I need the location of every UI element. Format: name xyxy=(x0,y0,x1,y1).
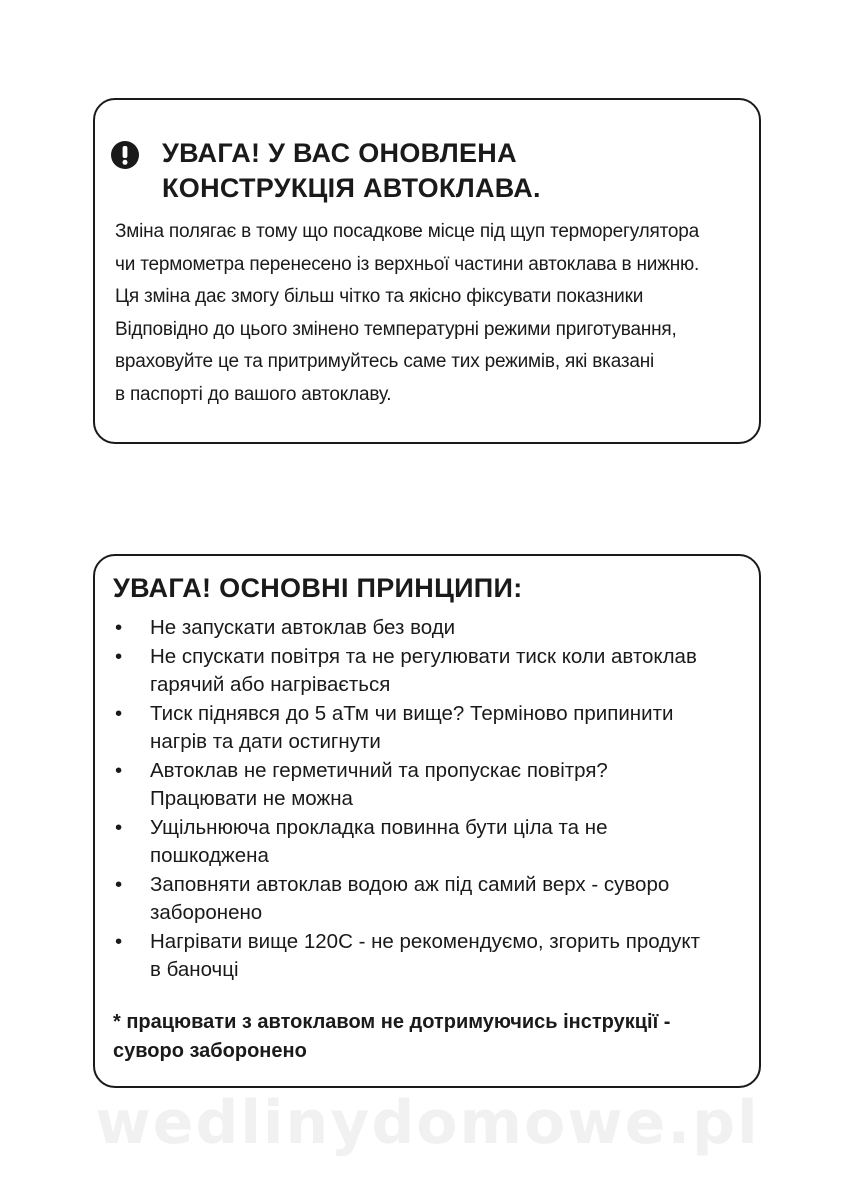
bullet: • xyxy=(115,815,123,839)
footnote-line: * працювати з автоклавом не дотримуючись інструкції - xyxy=(113,1011,671,1033)
notice-body-line: в паспорті до вашого автоклаву. xyxy=(115,383,392,405)
list-item-line: гарячий або нагрівається xyxy=(150,673,391,696)
notice-body xyxy=(115,216,755,411)
list-item-line: Заповняти автоклав водою аж під самий верх - суворо xyxy=(150,872,670,896)
list-item xyxy=(95,928,755,985)
list-item xyxy=(95,871,755,928)
principles-title: УВАГА! ОСНОВНІ ПРИНЦИПИ: xyxy=(113,573,523,603)
list-item-line: нагрів та дати остигнути xyxy=(150,730,381,753)
notice-body-line: Відповідно до цього змінено температурні режими приготування, xyxy=(115,318,677,340)
list-item-line: Працювати не можна xyxy=(150,787,353,810)
bullet: • xyxy=(115,644,123,668)
notice-title-row xyxy=(110,136,541,206)
bullet: • xyxy=(115,616,123,639)
list-item xyxy=(95,700,755,757)
list-item-line: Не спускати повітря та не регулювати тиск коли автоклав xyxy=(150,644,697,668)
notice-body-line: враховуйте це та притримуйтесь саме тих режимів, які вказані xyxy=(115,351,655,372)
bullet: • xyxy=(115,701,123,725)
bullet: • xyxy=(115,872,123,896)
footnote-line: суворо заборонено xyxy=(113,1039,307,1062)
notice-body-line: чи термометра перенесено із верхньої частини автоклава в нижню. xyxy=(115,253,700,275)
exclamation-circle-icon xyxy=(110,140,140,170)
notice-body-line: Ця зміна дає змогу більш чітко та якісно фіксувати показники xyxy=(115,286,644,307)
list-item xyxy=(95,643,755,700)
list-item-line: Не запускати автоклав без води xyxy=(150,616,456,639)
list-item-line: Автоклав не герметичний та пропускає повітря? xyxy=(150,758,608,782)
list-item-line: Нагрівати вище 120С - не рекомендуємо, згорить продукт xyxy=(150,929,700,953)
notice-title-line: УВАГА! У ВАС ОНОВЛЕНА xyxy=(162,138,517,168)
list-item-line: Тиск піднявся до 5 аТм чи вище? Терміново припинити xyxy=(150,701,674,725)
principles-box xyxy=(93,554,761,1088)
list-item xyxy=(95,757,755,814)
list-item-line: пошкоджена xyxy=(150,844,269,867)
watermark: wedlinydomowe.pl xyxy=(95,1088,760,1158)
bullet: • xyxy=(115,758,123,782)
notice-box xyxy=(93,98,761,444)
principles-list xyxy=(95,614,755,985)
list-item-line: в баночці xyxy=(150,958,239,981)
notice-body-line: Зміна полягає в тому що посадкове місце під щуп терморегулятора xyxy=(115,221,699,242)
bullet: • xyxy=(115,929,123,953)
notice-title xyxy=(162,136,541,206)
list-item xyxy=(95,814,755,871)
notice-title-line: КОНСТРУКЦІЯ АВТОКЛАВА. xyxy=(162,173,541,203)
list-item xyxy=(95,614,755,643)
footnote xyxy=(113,1008,670,1065)
list-item-line: Ущільнююча прокладка повинна бути ціла та не xyxy=(150,815,608,839)
list-item-line: заборонено xyxy=(150,901,263,924)
